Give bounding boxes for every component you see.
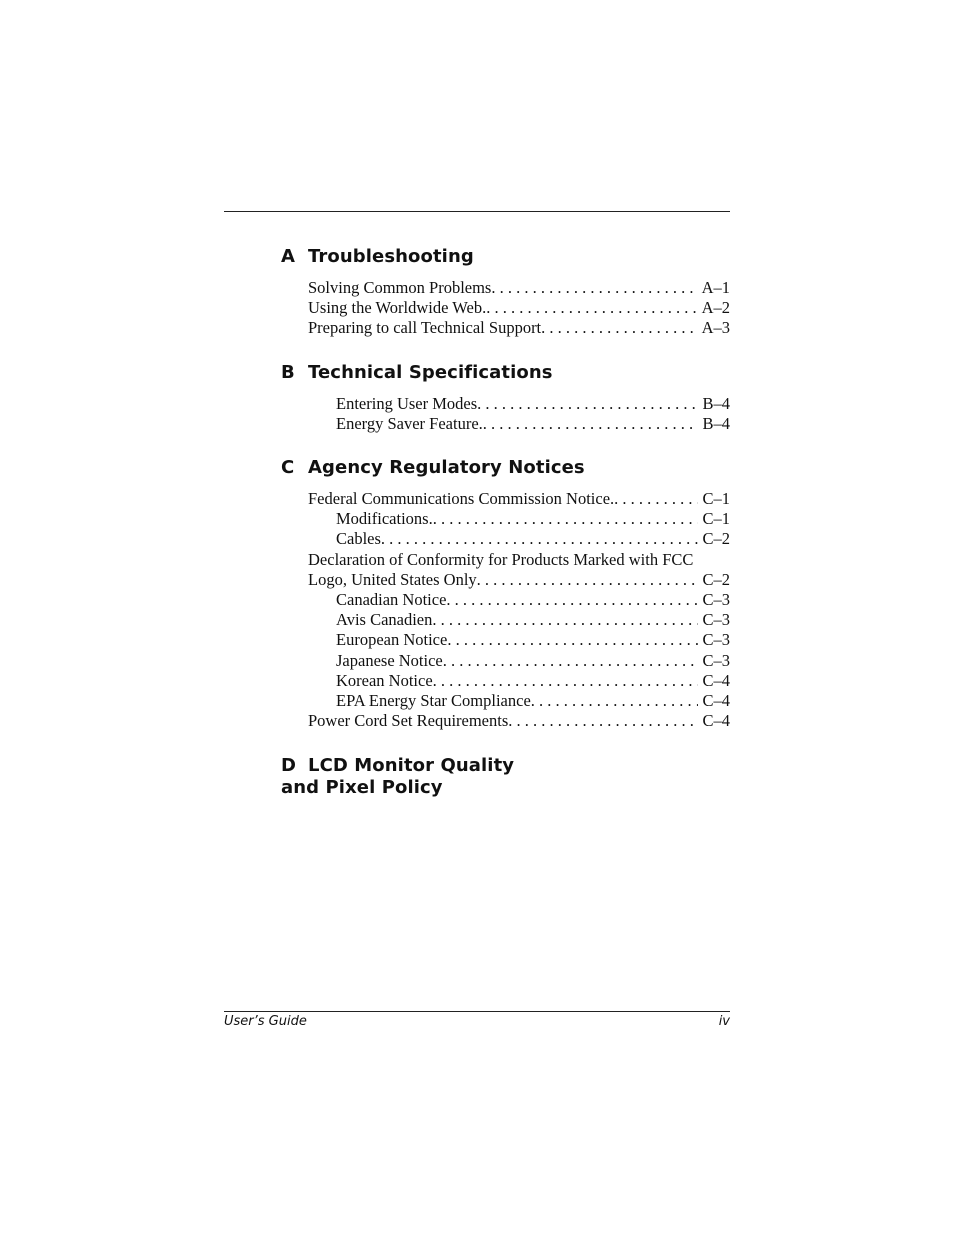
page-ref: A–3 (701, 318, 730, 338)
toc-entry[interactable]: Japanese Notice . . . C–3 (336, 651, 730, 671)
toc-entry[interactable]: EPA Energy Star Compliance . . . C–4 (336, 691, 730, 711)
page-ref: C–3 (702, 650, 730, 670)
toc-entry[interactable]: Logo, United States Only . . . C–2 (308, 570, 730, 590)
page-ref: A–1 (701, 278, 730, 297)
toc-entry[interactable]: Avis Canadien . . . C–3 (336, 610, 730, 630)
toc-entry[interactable]: Canadian Notice . . . C–3 (336, 590, 730, 610)
toc-entries (281, 278, 730, 339)
toc-entries (281, 489, 730, 731)
page-ref: C–3 (702, 630, 730, 650)
section-letter: B (281, 362, 295, 383)
section-title-continued: and Pixel Policy (281, 777, 443, 798)
section-heading (281, 362, 730, 384)
page-ref: C–1 (702, 509, 730, 529)
page-ref: C–3 (702, 590, 730, 610)
section-title: LCD Monitor Quality (308, 755, 515, 776)
toc-entry[interactable]: Entering User Modes . . . B–4 (336, 394, 730, 414)
section-letter: C (281, 457, 295, 478)
section-heading (281, 457, 730, 479)
section-title: Troubleshooting (308, 246, 474, 267)
section-letter: D (281, 755, 297, 776)
toc-entry[interactable]: Korean Notice . . . C–4 (336, 671, 730, 691)
page-number: iv (718, 1014, 730, 1029)
section-a (281, 246, 730, 339)
page-ref: B–4 (702, 414, 730, 434)
toc-entry[interactable]: Federal Communications Commission Notice. . . . C–1 (308, 489, 730, 509)
section-letter: A (281, 246, 296, 267)
toc-entries (281, 394, 730, 434)
page-ref: C–2 (702, 529, 730, 549)
section-heading (281, 755, 730, 777)
toc-entry[interactable]: Modifications. . . . C–1 (336, 509, 730, 529)
footer-doc-title: User’s Guide (224, 1014, 307, 1029)
page-ref: A–2 (701, 298, 730, 318)
toc-entry[interactable]: Using the Worldwide Web. . . . A–2 (308, 298, 730, 318)
header-rule (224, 211, 730, 212)
page-ref: C–4 (702, 711, 730, 731)
section-heading (281, 246, 730, 268)
section-c (281, 457, 730, 731)
footer-rule (224, 1011, 730, 1012)
section-d (281, 755, 730, 799)
toc-entry[interactable]: European Notice . . . C–3 (336, 630, 730, 650)
section-b (281, 362, 730, 434)
page-ref: C–3 (702, 610, 730, 630)
toc-entry[interactable]: Preparing to call Technical Support . . . A–3 (308, 318, 730, 338)
page-ref: C–4 (702, 670, 730, 690)
page-footer (224, 1014, 730, 1029)
page-ref: C–4 (702, 691, 730, 711)
page-ref: B–4 (702, 394, 730, 413)
toc-entry[interactable]: Energy Saver Feature. . . . B–4 (336, 414, 730, 434)
toc-entry[interactable]: Solving Common Problems . . . A–1 (308, 278, 730, 298)
toc-entry[interactable]: Power Cord Set Requirements . . . C–4 (308, 711, 730, 731)
page-ref: C–2 (702, 569, 730, 589)
toc-entry[interactable]: Cables . . . C–2 (336, 529, 730, 549)
toc-entry-line[interactable]: Declaration of Conformity for Products Marked with FCC (308, 549, 694, 569)
section-title: Technical Specifications (308, 362, 553, 383)
section-title: Agency Regulatory Notices (308, 457, 585, 478)
page-ref: C–1 (702, 489, 730, 508)
